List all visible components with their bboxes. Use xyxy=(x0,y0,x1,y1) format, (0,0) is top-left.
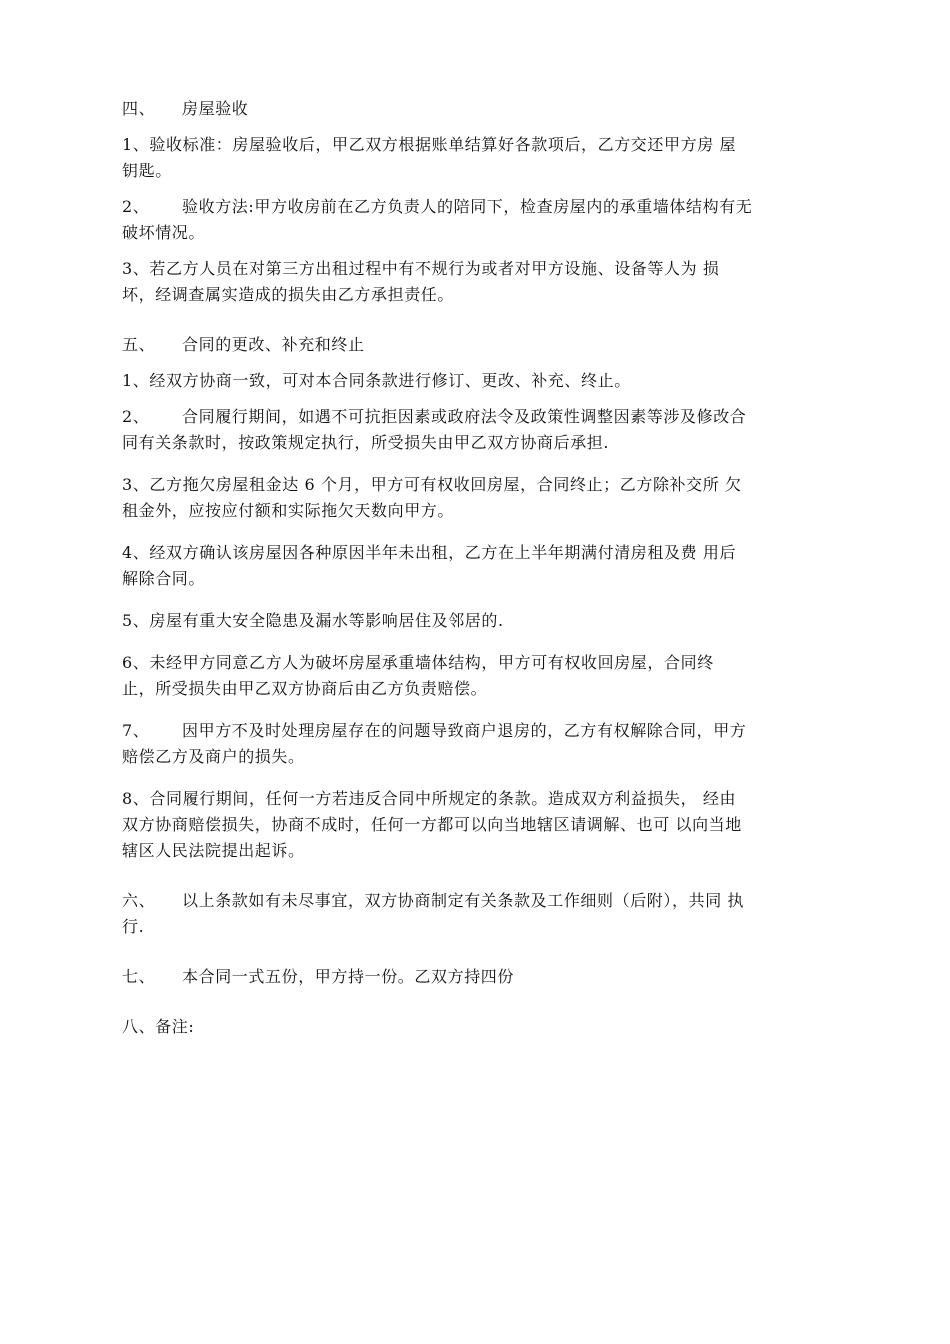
clause-text-continued: 同有关条款时，按政策规定执行，所受损失由甲乙双方协商后承担. xyxy=(122,433,610,452)
section-title: 房屋验收 xyxy=(182,99,249,118)
clause-number: 3、 xyxy=(122,259,150,278)
clause-text-continued: 止，所受损失由甲乙双方协商后由乙方负责赔偿。 xyxy=(122,679,488,698)
clause-text-continued: 辖区人民法院提出起诉。 xyxy=(122,841,305,860)
clause-text: 验收标准：房屋验收后，甲乙双方根据账单结算好各款项后，乙方交还甲方房 屋 xyxy=(149,135,737,154)
clause-text: 房屋有重大安全隐患及漏水等影响居住及邻居的. xyxy=(149,611,504,630)
section-number: 六、 xyxy=(122,891,156,910)
clause-5-6 xyxy=(122,650,852,702)
clause-text: 未经甲方同意乙方人为破坏房屋承重墙体结构，甲方可有权收回房屋，合同终 xyxy=(149,653,714,672)
clause-text: 经双方协商一致，可对本合同条款进行修订、更改、补充、终止。 xyxy=(149,371,631,390)
clause-text: 因甲方不及时处理房屋存在的问题导致商户退房的，乙方有权解除合同，甲方 xyxy=(182,721,747,740)
clause-text-continued: 赔偿乙方及商户的损失。 xyxy=(122,747,305,766)
clause-text-continued: 坏，经调查属实造成的损失由乙方承担责任。 xyxy=(122,285,455,304)
clause-number: 1、 xyxy=(122,371,150,390)
section-title: 合同的更改、补充和终止 xyxy=(182,335,365,354)
clause-number: 5、 xyxy=(122,611,150,630)
section-5-heading xyxy=(122,332,852,358)
clause-5-1 xyxy=(122,368,852,394)
section-number: 五、 xyxy=(122,335,156,354)
clause-5-5 xyxy=(122,608,852,634)
clause-text: 合同履行期间，如遇不可抗拒因素或政府法令及政策性调整因素等涉及修改合 xyxy=(182,407,747,426)
clause-text-continued: 租金外，应按应付额和实际拖欠天数向甲方。 xyxy=(122,501,455,520)
section-4-heading xyxy=(122,96,852,122)
clause-number: 7、 xyxy=(122,721,150,740)
section-text: 本合同一式五份，甲方持一份。乙双方持四份 xyxy=(182,967,515,986)
contract-body xyxy=(122,96,852,1040)
clause-text: 乙方拖欠房屋租金达 6 个月，甲方可有权收回房屋，合同终止；乙方除补交所 欠 xyxy=(149,475,742,494)
clause-number: 1、 xyxy=(122,135,150,154)
section-6 xyxy=(122,888,852,940)
clause-5-8 xyxy=(122,786,852,864)
clause-5-2 xyxy=(122,404,852,456)
clause-4-1 xyxy=(122,132,852,184)
clause-number: 6、 xyxy=(122,653,150,672)
clause-number: 4、 xyxy=(122,543,150,562)
clause-text: 若乙方人员在对第三方出租过程中有不规行为或者对甲方设施、设备等人为 损 xyxy=(149,259,720,278)
clause-text-continued: 双方协商赔偿损失，协商不成时，任何一方都可以向当地辖区请调解、也可 以向当地 xyxy=(122,815,742,834)
clause-text-continued: 解除合同。 xyxy=(122,569,206,588)
clause-text: 验收方法:甲方收房前在乙方负责人的陪同下，检查房屋内的承重墙体结构有无 xyxy=(182,197,753,216)
clause-text: 合同履行期间，任何一方若违反合同中所规定的条款。造成双方利益损失， 经由 xyxy=(149,789,737,808)
clause-text-continued: 钥匙。 xyxy=(122,161,172,180)
clause-text-continued: 破坏情况。 xyxy=(122,223,206,242)
section-number: 四、 xyxy=(122,99,156,118)
clause-4-3 xyxy=(122,256,852,308)
section-text-continued: 行. xyxy=(122,917,145,936)
clause-5-4 xyxy=(122,540,852,592)
remarks-label: 八、备注: xyxy=(122,1017,195,1036)
clause-5-7 xyxy=(122,718,852,770)
clause-number: 8、 xyxy=(122,789,150,808)
section-8-remarks xyxy=(122,1014,852,1040)
clause-number: 2、 xyxy=(122,407,150,426)
section-number: 七、 xyxy=(122,967,156,986)
clause-4-2 xyxy=(122,194,852,246)
clause-number: 2、 xyxy=(122,197,150,216)
section-text: 以上条款如有未尽事宜，双方协商制定有关条款及工作细则（后附），共同 执 xyxy=(182,891,745,910)
clause-number: 3、 xyxy=(122,475,150,494)
clause-5-3 xyxy=(122,472,852,524)
section-7 xyxy=(122,964,852,990)
clause-text: 经双方确认该房屋因各种原因半年未出租，乙方在上半年期满付清房租及费 用后 xyxy=(149,543,737,562)
